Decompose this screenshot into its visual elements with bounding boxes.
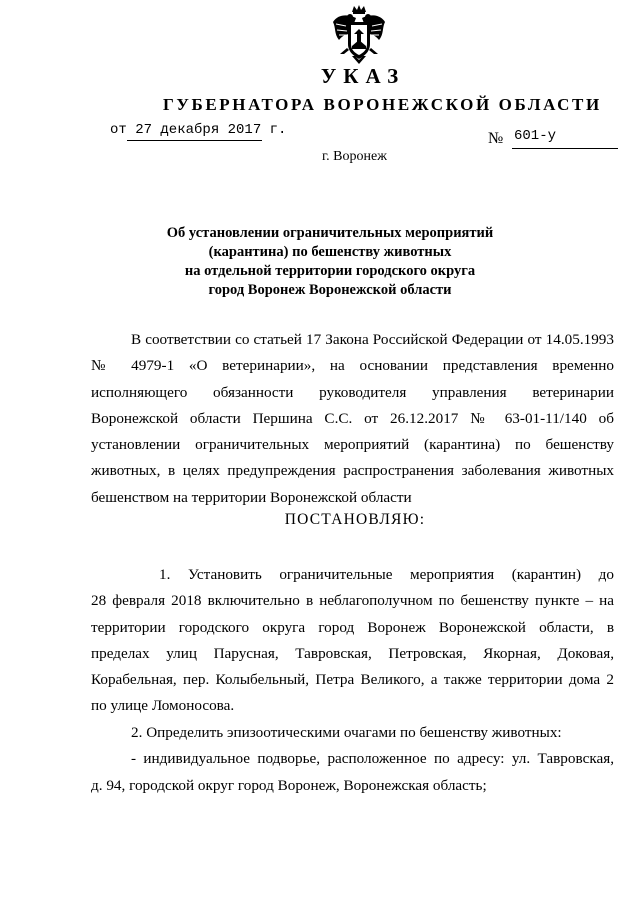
heading-line: (карантина) по бешенству животных	[208, 244, 452, 260]
number-sign: №	[488, 130, 504, 147]
preamble-paragraph	[91, 327, 614, 511]
preamble-line: № 4979-1 «О ветеринарии», на основании представления временно	[91, 357, 614, 375]
date-underline	[127, 140, 262, 141]
document-subtitle: ГУБЕРНАТОРА ВОРОНЕЖСКОЙ ОБЛАСТИ	[163, 95, 602, 114]
item-2-line: д. 94, городской округ город Воронеж, Воронежская область;	[91, 776, 487, 794]
item-1-line: по улице Ломоносова.	[91, 697, 235, 715]
item-1-line: 1. Установить ограничительные мероприятия (карантин) до	[159, 566, 614, 583]
heading-line: на отдельной территории городского округа	[184, 263, 476, 279]
item-1-line: пределах улиц Парусная, Тавровская, Петровская, Якорная, Доковая,	[91, 644, 614, 662]
preamble-line: установлении ограничительных мероприятий (карантина) по бешенству	[91, 436, 614, 454]
item-1-line: 28 февраля 2018 включительно в неблагополучном по бешенству пункте – на	[91, 592, 614, 610]
preamble-line: В соответствии со статьей 17 Закона Российской Федерации от 14.05.1993	[131, 331, 614, 348]
number-underline	[512, 148, 618, 149]
resolve-statement: ПОСТАНОВЛЯЮ:	[284, 511, 426, 528]
document-number: 601-у	[514, 128, 557, 144]
preamble-line: бешенством на территории Воронежской области	[91, 488, 412, 506]
item-2-paragraph	[91, 720, 614, 799]
preamble-line: животных, в целях предупреждения распространения заболевания животных	[91, 462, 614, 480]
item-1-paragraph	[91, 562, 614, 720]
item-1-line: Корабельная, пер. Колыбельный, Петра Великого, а также территории дома 2	[91, 671, 614, 689]
item-1-line: территории городского округа город Воронеж Воронежской области, в	[91, 618, 614, 636]
preamble-line: Воронежской области Першина С.С. от 26.12.2017 № 63-01-11/140 об	[91, 409, 614, 427]
coat-of-arms-emblem	[330, 4, 388, 66]
item-2-line: - индивидуальное подворье, расположенное по адресу: ул. Тавровская,	[131, 750, 614, 768]
decree-heading	[120, 224, 540, 300]
item-2-line: 2. Определить эпизоотическими очагами по бешенству животных:	[131, 724, 562, 741]
preamble-line: исполняющего обязанности руководителя управления ветеринарии	[91, 383, 614, 401]
document-title: УКАЗ	[320, 64, 406, 88]
heading-line: город Воронеж Воронежской области	[208, 282, 452, 298]
document-date: от 27 декабря 2017 г.	[110, 122, 287, 138]
heading-line: Об установлении ограничительных мероприятий	[166, 225, 494, 241]
document-city: г. Воронеж	[322, 149, 387, 164]
